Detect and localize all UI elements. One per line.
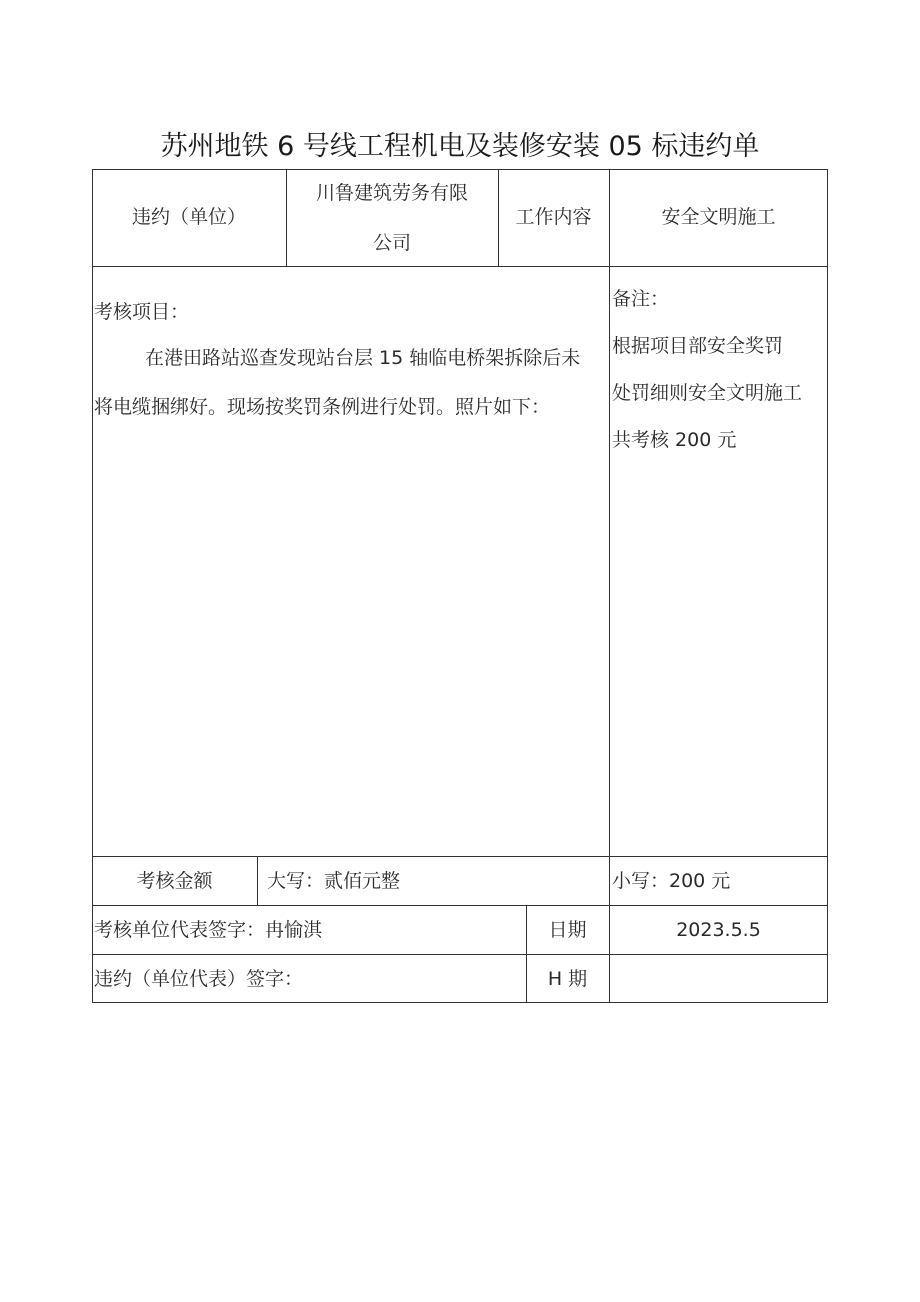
row-divider	[92, 856, 828, 857]
violator-signature: 违约（单位代表）签字：	[94, 968, 304, 990]
remarks-line1: 根据项目部安全奖罚	[612, 335, 784, 357]
remarks-line2: 处罚细则安全文明施工	[612, 382, 803, 404]
assessor-date-label: 日期	[548, 919, 587, 941]
party-label: 违约（单位）	[131, 206, 246, 228]
work-content-value: 安全文明施工	[661, 206, 776, 228]
assessment-line1: 在港田路站巡查发现站台层 15 轴临电桥架拆除后未	[145, 347, 581, 369]
row-divider	[92, 905, 828, 906]
remarks-label: 备注：	[612, 288, 670, 310]
assessor-date-value: 2023.5.5	[676, 919, 761, 941]
row-divider	[92, 266, 828, 267]
assessor-signature: 考核单位代表签字：冉愉淇	[94, 919, 323, 941]
amount-uppercase: 大写：贰佰元整	[267, 870, 401, 892]
work-content-label: 工作内容	[515, 206, 592, 228]
row-divider	[92, 954, 828, 955]
assessment-line2: 将电缆捆绑好。现场按奖罚条例进行处罚。照片如下：	[94, 396, 551, 418]
amount-lowercase: 小写：200 元	[612, 870, 731, 892]
document-title: 苏州地铁 6 号线工程机电及装修安装 05 标违约单	[160, 131, 760, 162]
amount-label: 考核金额	[136, 870, 213, 892]
party-value-line1: 川鲁建筑劳务有限	[315, 182, 468, 204]
col-divider	[257, 856, 258, 905]
party-value-line2: 公司	[372, 232, 411, 254]
violator-date-label: H 期	[547, 968, 588, 990]
remarks-line3: 共考核 200 元	[612, 429, 737, 451]
assessment-label: 考核项目：	[94, 301, 190, 323]
col-divider	[609, 169, 610, 1003]
